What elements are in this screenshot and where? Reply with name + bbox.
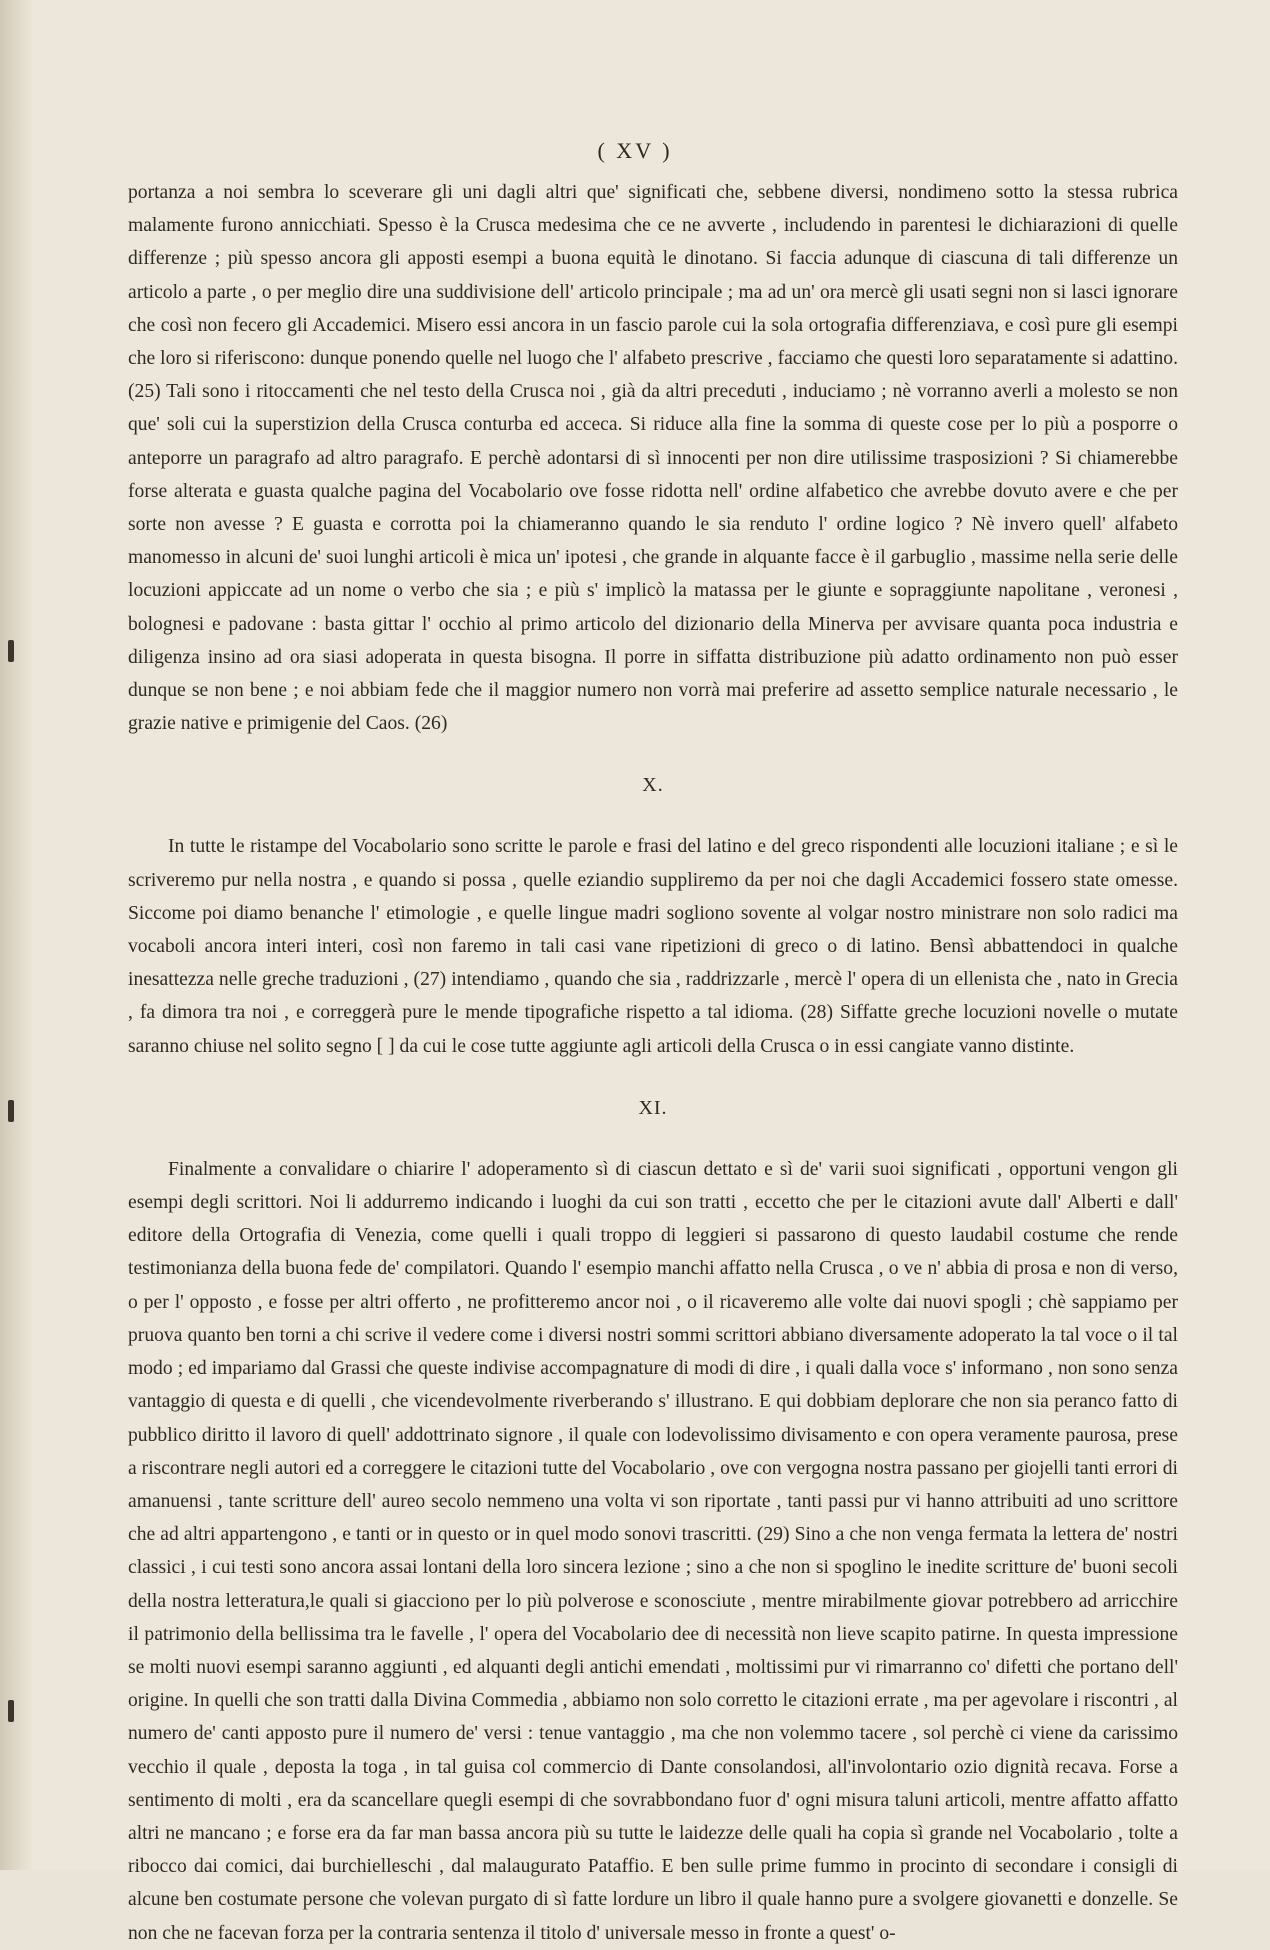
page-number-heading: ( XV ) — [597, 138, 673, 163]
section-heading-x: X. — [642, 774, 664, 797]
binding-mark — [8, 640, 14, 662]
body-text — [128, 176, 1178, 1950]
binding-mark — [8, 1700, 14, 1722]
section-heading-xi: XI. — [638, 1096, 668, 1119]
paragraph: portanza a noi sembra lo sceverare gli uni dagli altri que' significati che, sebbene diversi, nondimeno sotto la stessa rubrica malamente furono annicchiati. Spesso è la Crusca medesima che ce ne avverte , includendo in parentesi le dichiarazioni di quelle differenze ; più spesso ancora gli apposti esempi a buona equità le dinotano. Si faccia adunque di ciascuna di tali differenze un articolo a parte , o per meglio dire una suddivisione dell' articolo principale ; ma ad un' ora mercè gli usati segni non si lasci ignorare che così non fecero gli Accademici. Misero essi ancora in un fascio parole cui la sola ortografia differenziava, e così pure gli esempi che loro si riferiscono: dunque ponendo quelle nel luogo che l' alfabeto prescrive , facciamo che questi loro separatamente si adattino. (25) Tali sono i ritoccamenti che nel testo della Crusca noi , già da altri preceduti , induciamo ; nè vorranno averli a molesto se non que' soli cui la superstizion della Crusca conturba ed acceca. Si riduce alla fine la somma di queste cose per lo più a posporre o anteporre un paragrafo ad altro paragrafo. E perchè adontarsi di sì innocenti per non dire utilissime trasposizioni ? Si chiamerebbe forse alterata e guasta qualche pagina del Vocabolario ove fosse ridotta nell' ordine alfabetico che avrebbe dovuto avere e che per sorte non avesse ? E guasta e corrotta poi la chiameranno quando le sia renduto l' ordine logico ? Nè invero quell' alfabeto manomesso in alcuni de' suoi lunghi articoli è mica un' ipotesi , che grande in alquante facce è il garbuglio , massime nella serie delle locuzioni appiccate ad un nome o verbo che sia ; e più s' implicò la matassa per le giunte e sopraggiunte napolitane , veronesi , bolognesi e padovane : basta gittar l' occhio al primo articolo del dizionario della Minerva per avvisare quanta poca industria e diligenza insino ad ora siasi adoperata in questa bisogna. Il porre in siffatta distribuzione più adatto ordinamento non può esser dunque se non bene ; e noi abbiam fede che il maggior numero non vorrà mai preferire ad assetto semplice naturale necessario , le grazie native e primigenie del Caos. (26) — [128, 182, 1178, 735]
binding-mark — [8, 1100, 14, 1122]
paragraph: In tutte le ristampe del Vocabolario sono scritte le parole e frasi del latino e del greco rispondenti alle locuzioni italiane ; e sì le scriveremo pur nella nostra , e quando si possa , quelle eziandio suppliremo da per noi che dagli Accademici fossero state omesse. Siccome poi diamo benanche l' etimologie , e quelle lingue madri sogliono sovente al volgar nostro ministrare non solo radici ma vocaboli ancora interi interi, così non faremo in tali casi vane ripetizioni di greco o di latino. Bensì abbattendoci in qualche inesattezza nelle greche traduzioni , (27) intendiamo , quando che sia , raddrizzarle , mercè l' opera di un ellenista che , nato in Grecia , fa dimora tra noi , e correggerà pure le mende tipografiche rispetto a tal idioma. (28) Siffatte greche locuzioni novelle o mutate saranno chiuse nel solito segno [ ] da cui le cose tutte aggiunte agli articoli della Crusca o in essi cangiate vanno distinte. — [128, 836, 1178, 1057]
binding-gutter-shadow — [0, 0, 34, 1870]
paragraph: Finalmente a convalidare o chiarire l' adoperamento sì di ciascun dettato e sì de' varii suoi significati , opportuni vengon gli esempi degli scrittori. Noi li addurremo indicando i luoghi da cui son tratti , eccetto che per le citazioni avute dall' Alberti e dall' editore della Ortografia di Venezia, come quelli i quali troppo di leggieri si passarono di questo laudabil costume che rende testimonianza della buona fede de' compilatori. Quando l' esempio manchi affatto nella Crusca , o ve n' abbia di prosa e non di verso, o per l' opposto , e fosse per altri offerto , ne profitteremo ancor noi , o il ricaveremo alle volte dai nuovi spogli ; chè sappiamo per pruova quanto ben torni a chi scrive il vedere come i diversi nostri sommi scrittori abbiano diversamente adoperato la tal voce o il tal modo ; ed impariamo dal Grassi che queste indivise accompagnature di modi di dire , i quali dalla voce s' informano , non sono senza vantaggio di questa e di quelli , che vicendevolmente riverberando s' illustrano. E qui dobbiam deplorare che non sia peranco fatto di pubblico diritto il lavoro di quell' addottrinato signore , il quale con lodevolissimo divisamento e con opera veramente paurosa, prese a riscontrare negli autori ed a correggere le citazioni tutte del Vocabolario , ove con vergogna nostra passano per giojelli tanti errori di amanuensi , tante scritture dell' aureo secolo nemmeno una volta vi son riportate , tanti passi pur vi hanno attribuiti ad uno scrittore che ad altri appartengono , e tanti or in questo or in quel modo sonovi trascritti. (29) Sino a che non venga fermata la lettera de' nostri classici , i cui testi sono ancora assai lontani della loro sincera lezione ; sino a che non si spoglino le inedite scritture de' buoni secoli della nostra letteratura,le quali si giacciono per lo più polverose e sconosciute , mentre mirabilmente giovar potrebbero ad arricchire il patrimonio della bellissima tra le favelle , l' opera del Vocabolario dee di necessità non lieve scapito patirne. In questa impressione se molti nuovi esempi saranno aggiunti , ed alquanti degli antichi emendati , moltissimi pur vi rimarranno co' difetti che portano dell' origine. In quelli che son tratti dalla Divina Commedia , abbiamo non solo corretto le citazioni errate , ma per agevolare i riscontri , al numero de' canti apposto pure il numero de' versi : tenue vantaggio , ma che non volemmo tacere , sol perchè ci viene da carissimo vecchio il quale , deposta la toga , in tal guisa col commercio di Dante consolandosi, all'involontario ozio dignità recava. Forse a sentimento di molti , era da scancellare quegli esempi di che sovrabbondano fuor d' ogni misura taluni articoli, mentre affatto affatto altri ne mancano ; e forse era da far man bassa ancora più su tutte le laidezze delle quali ha copia sì grande nel Vocabolario , tolte a ribocco dai comici, dai burchielleschi , dal malaugurato Pataffio. E ben sulle prime fummo in procinto di secondare i consigli di alcune ben costumate persone che volevan purgato di sì fatte lordure un libro il quale hanno pure a svolgere giovanetti e donzelle. Se non che ne facevan forza per la contraria sentenza il titolo d' universale messo in fronte a quest' o- — [128, 1158, 1178, 1944]
